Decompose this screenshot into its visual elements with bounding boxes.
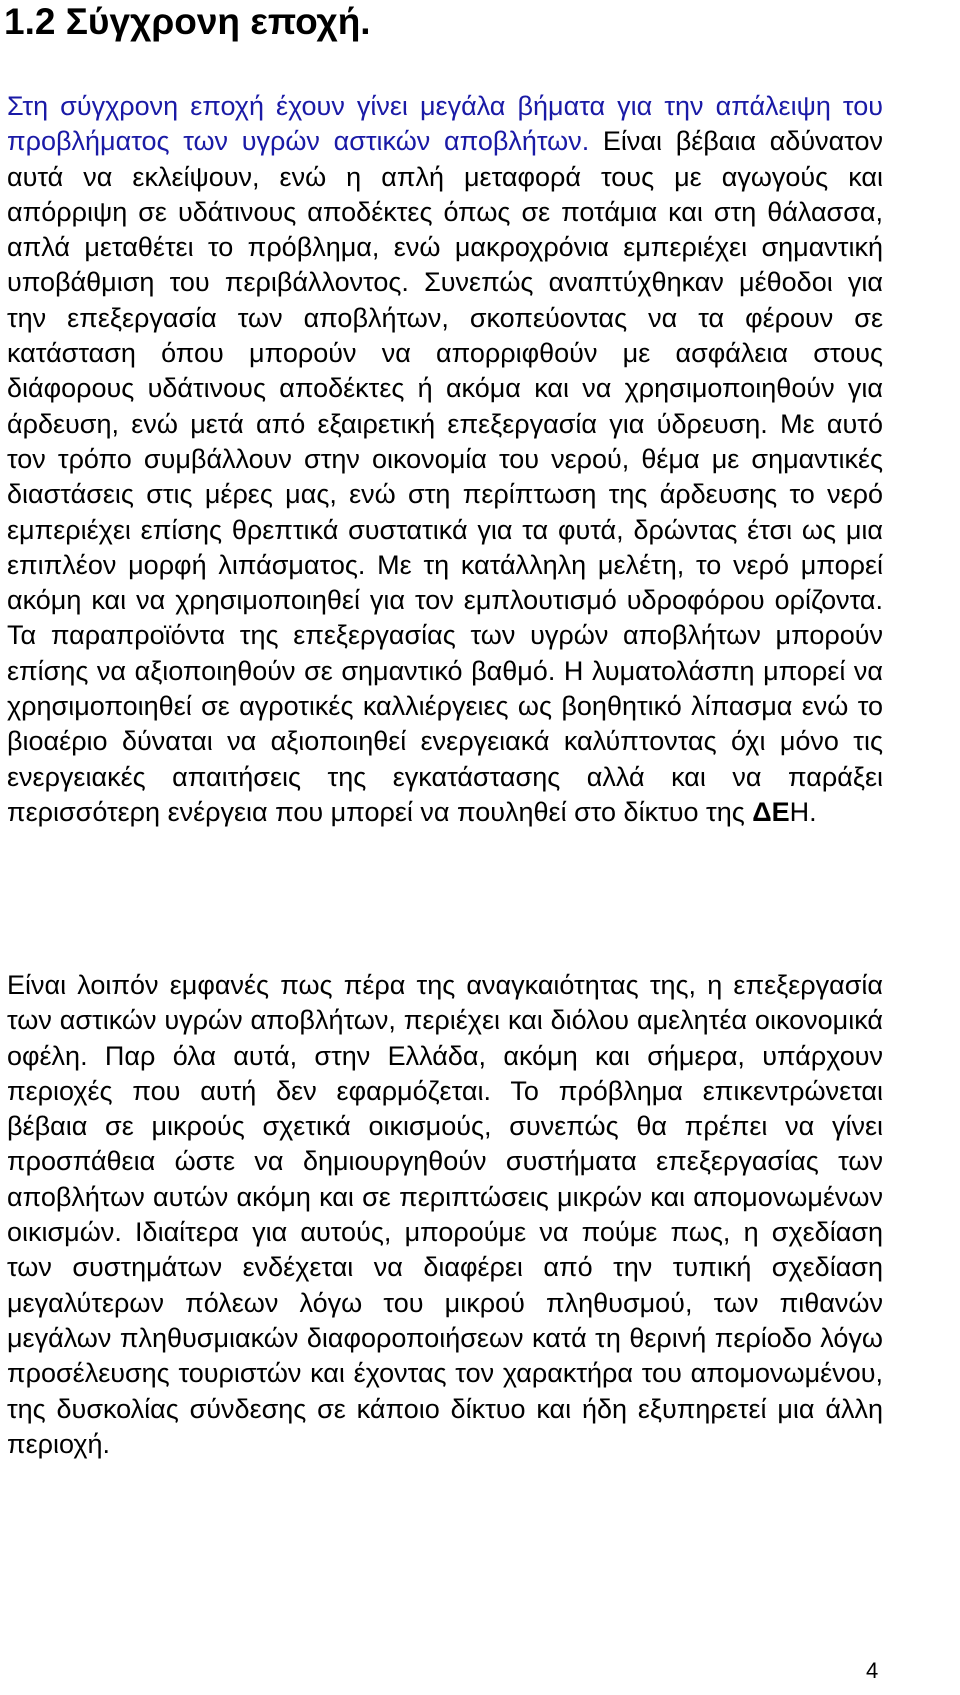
page-number: 4 bbox=[866, 1658, 879, 1683]
paragraph-modern-era bbox=[7, 89, 883, 830]
paragraph-ending-text: Η. bbox=[789, 796, 817, 827]
paragraph-body-text: Είναι βέβαια αδύνατον αυτά να εκλείψουν, ενώ η απλή μεταφορά τους με αγωγούς και απόρριψη σε υδάτινους αποδέκτες όπως σε ποτάμια και στη θάλασσα, απλά μεταθέτει το πρόβλημα, ενώ μακροχρόνια εμπεριέχει σημαντική υποβάθμιση του περιβάλλοντος. Συνεπώς αναπτύχθηκαν μέθοδοι για την επεξεργασία των αποβλήτων, σκοπεύοντας να τα φέρουν σε κατάσταση όπου μπορούν να απορριφθούν με ασφάλεια στους διάφορους υδάτινους αποδέκτες ή ακόμα και να χρησιμοποιηθούν για άρδευση, ενώ μετά από εξαιρετική επεξεργασία για ύδρευση. Με αυτό τον τρόπο συμβάλλουν στην οικονομία του νερού, θέμα με σημαντικές διαστάσεις στις μέρες μας, ενώ στη περίπτωση της άρδευσης το νερό εμπεριέχει επίσης θρεπτικά συστατικά για τα φυτά, δρώντας έτσι ως μια επιπλέον μορφή λιπάσματος. Με τη κατάλληλη μελέτη, το νερό μπορεί ακόμη και να χρησιμοποιηθεί για τον εμπλουτισμό υδροφόρου ορίζοντα. Τα παραπροϊόντα της επεξεργασίας των υγρών αποβλήτων μπορούν επίσης να αξιοποιηθούν σε σημαντικό βαθμό. Η λυματολάσπη μπορεί να χρησιμοποιηθεί σε αγροτικές καλλιέργειες ως βοηθητικό λίπασμα ενώ το βιοαέριο δύναται να αξιοποιηθεί ενεργειακά καλύπτοντας όχι μόνο τις ενεργειακές απαιτήσεις της εγκατάστασης αλλά και να παράξει περισσότερη ενέργεια που μπορεί να πουληθεί στο δίκτυο της bbox=[7, 126, 884, 827]
paragraph-intro-sentence: Στη σύγχρονη εποχή έχουν γίνει μεγάλα βήματα για την απάλειψη του προβλήματος των υγρών αστικών αποβλήτων. bbox=[7, 91, 883, 157]
paragraph-conclusion: Είναι λοιπόν εμφανές πως πέρα της αναγκαιότητας της, η επεξεργασία των αστικών υγρών αποβλήτων, περιέχει και διόλου αμελητέα οικονομικά οφέλη. Παρ όλα αυτά, στην Ελλάδα, ακόμη και σήμερα, υπάρχουν περιοχές που αυτή δεν εφαρμόζεται. Το πρόβλημα επικεντρώνεται βέβαια σε μικρούς σχετικά οικισμούς, συνεπώς θα πρέπει να γίνει προσπάθεια ώστε να δημιουργηθούν συστήματα επεξεργασίας των αποβλήτων αυτών ακόμη και σε περιπτώσεις μικρών και απομονωμένων οικισμών. Ιδιαίτερα για αυτούς, μπορούμε να πούμε πως, η σχεδίαση των συστημάτων ενδέχεται να διαφέρει από την τυπική σχεδίαση μεγαλύτερων πόλεων λόγω του μικρού πληθυσμού, των πιθανών μεγάλων πληθυσμιακών διαφοροποιήσεων κατά τη θερινή περίοδο λόγω προσέλευσης τουριστών και έχοντας τον χαρακτήρα του απομονωμένου, της δυσκολίας σύνδεσης σε κάποιο δίκτυο και ήδη εξυπηρετεί μια άλλη περιοχή. bbox=[7, 970, 883, 1459]
section-heading: 1.2 Σύγχρονη εποχή. bbox=[4, 1, 371, 42]
paragraph-bold-abbreviation: ΔΕ bbox=[752, 796, 790, 827]
